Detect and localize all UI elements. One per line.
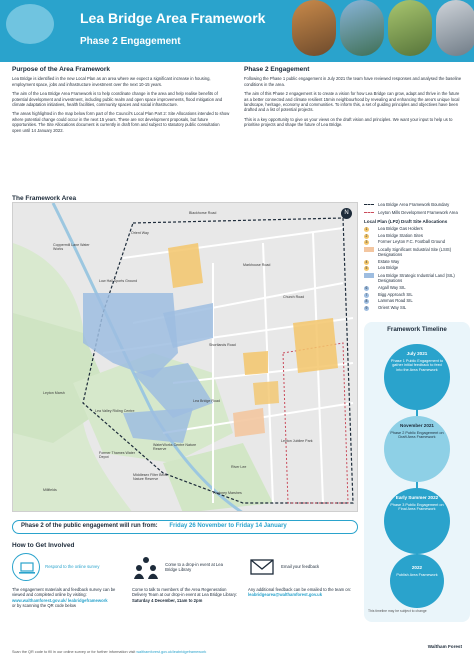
legend-site [364, 234, 470, 239]
legend-item [364, 247, 470, 257]
laptop-icon [12, 553, 40, 581]
boundary-swatch [364, 202, 374, 205]
framework-map[interactable] [12, 202, 358, 512]
online-survey-desc: The engagement materials and feedback survey can be viewed and completed online by visiting: [12, 587, 116, 598]
site-number: 3 [365, 240, 368, 245]
timeline-note: This timeline may be subject to change [368, 609, 427, 613]
map-label: Leyton Marsh [43, 391, 65, 395]
legend-label: Orient Way SIL [378, 304, 407, 310]
legend-item [364, 210, 470, 215]
legend-heading: Local Plan (LP2) Draft Site Allocations [364, 219, 448, 224]
legend-label: Lea Bridge [378, 265, 399, 271]
phase2-paragraph: This is a key opportunity to give us your views on the draft vision and principles. We want your input to help us to prioritise projects and shape the future of Lea Bridge. [244, 116, 453, 128]
waltham-forest-logo: Waltham Forest [427, 644, 462, 649]
map-label: Low Hall Sports Ground [99, 279, 138, 283]
involvement-options [12, 553, 358, 653]
site-number: 6 [365, 285, 368, 290]
drop-in-date: Saturday 4 December, 11am to 2pm [132, 597, 203, 603]
site-lea-bridge-gas-holders [293, 318, 338, 373]
timeline-date: July 2021 [406, 351, 428, 356]
map-label: Leyton Jubilee Park [281, 439, 313, 443]
qr-instruction: or by scanning the QR code below [12, 603, 77, 609]
purpose-heading: Purpose of the Area Framework [12, 66, 111, 73]
sil-swatch [364, 273, 374, 278]
purpose-section [12, 67, 230, 137]
sil-orient-way [123, 408, 193, 443]
legend-site [364, 293, 470, 298]
banner-dates: Friday 26 November to Friday 14 January [169, 523, 287, 529]
legend-site [364, 299, 470, 304]
legend-label: Leyton Mills Development Framework Area [378, 210, 458, 215]
map-label: Former Thames Water Depot [99, 451, 135, 459]
survey-link[interactable]: www.walthamforest.gov.uk/ leabridgeframework [12, 597, 108, 603]
people-icon [132, 553, 160, 581]
map-label: Coppermill Lane Water Works [53, 243, 90, 251]
map-label: Hackney Marshes [213, 491, 242, 495]
legend-site [364, 227, 470, 232]
legend-label: Argall Way SIL [378, 284, 406, 290]
north-arrow-icon: N [341, 208, 352, 219]
timeline-date: 2022 [411, 565, 423, 570]
legend-label: Lea Bridge Station Sites [378, 232, 423, 238]
map-label: Church Road [283, 295, 305, 299]
map-label: Shortlands Road [209, 343, 236, 347]
purpose-paragraph: The areas highlighted in the map below form part of the Council's Local Plan Part 2: Site Allocations intended to show where potential change could occur in the next 15 years. These are not development proposals, but future opportunities. The Site Allocations document is currently in draft form and subject to statutory public consultation open until 14 January 2022. [12, 111, 230, 133]
purpose-paragraph: The aim of the Lea Bridge Area Framework is to help coordinate change in the area and help realise benefits of potential development and investment, including public realm and open space improvements, flood mitigation and climate adaptation initiatives, health facilities, community spaces and social infrastructure. [12, 91, 223, 108]
timeline-text: Phase 3 Public Engagement on Final Area Framework [390, 502, 444, 512]
footer-text: Scan the QR code to fill in our online survey or for further information visit [12, 650, 136, 654]
footer-link[interactable]: walthamforest.gov.uk/leabridgeframework [136, 650, 207, 654]
site-number: 7 [365, 292, 368, 297]
purpose-paragraph: Lea Bridge is identified in the new Local Plan as an area where we expect a significant increase in housing, employment space, jobs and infrastructure investment over the next 10-15 years. [12, 76, 211, 87]
legend-label: Lea Bridge Area Framework Boundary [378, 202, 450, 207]
timeline-date: November 2021 [400, 423, 434, 428]
timeline-text: Publish Area Framework [396, 572, 438, 577]
legend-item [364, 273, 470, 283]
timeline-text: Phase 2 Public Engagement on Draft Area Framework [390, 430, 444, 440]
banner-lead: Phase 2 of the public engagement will run from: [21, 523, 158, 529]
header-banner [0, 0, 474, 62]
phase2-paragraph: The aim of this Phase 2 engagement is to create a vision for how Lea Bridge can grow, adapt and thrive in the future as a better connected and climate resilient 15min neighbourhood by revealing and enhancing the area's unique local landscape, heritage, economy and communities. To inform this, a set of guiding principles and objectives have been drafted and a list of potential projects. [244, 91, 460, 113]
email-link[interactable]: leabridgearea@walthamforest.gov.uk [248, 592, 323, 598]
map-label: Lea Valley Riding Centre [95, 409, 135, 413]
lsis-estate-way [233, 408, 265, 437]
phase2-paragraph: Following the Phase 1 public engagement in July 2021 the team have reviewed responses and analysed the baseline conditions in the area. [244, 76, 462, 87]
header-photo-4 [436, 0, 474, 56]
page-title: Lea Bridge Area Framework [80, 10, 266, 26]
timeline-date: Early Summer 2022 [395, 495, 439, 500]
site-lea-bridge-station [243, 351, 268, 375]
timeline-title: Framework Timeline [387, 326, 447, 333]
envelope-icon [248, 553, 276, 581]
lsis-lea-bridge [253, 381, 279, 405]
map-label: WaterWorks Centre Nature Reserve [153, 443, 197, 451]
legend-site [364, 240, 470, 245]
site-number: 4 [365, 259, 368, 264]
site-former-leyton-fc [168, 243, 203, 288]
legend-label: Former Leyton F.C. Football Ground [378, 239, 446, 245]
phase2-section [244, 67, 464, 132]
legend-site [364, 266, 470, 271]
drop-in-option [132, 553, 242, 603]
framework-timeline [364, 322, 470, 622]
map-label: Millfields [43, 488, 57, 492]
legend-label: Estate Way [378, 258, 400, 264]
header-photo-1 [292, 0, 336, 56]
how-heading: How to Get Involved [12, 542, 75, 549]
timeline-node [384, 488, 450, 554]
map-label: Blackhorse Road [189, 211, 217, 215]
legend-site [364, 260, 470, 265]
footer [12, 644, 462, 654]
map-label: Lea Bridge Road [193, 399, 220, 403]
map-legend [364, 202, 470, 312]
timeline-node [390, 554, 444, 608]
lsis-swatch [364, 247, 374, 252]
engagement-dates-banner [12, 520, 358, 534]
site-number: 9 [365, 305, 368, 310]
online-survey-option [12, 553, 122, 609]
legend-item [364, 202, 470, 207]
legend-label: Lea Bridge Gas Holders [378, 226, 423, 231]
email-option [248, 553, 358, 598]
how-to-get-involved [12, 542, 358, 653]
legend-label: Lammas Road SIL [378, 298, 413, 304]
legend-site [364, 286, 470, 291]
leyton-mills-swatch [364, 210, 374, 213]
legend-label: Bigg Approach SIL [378, 291, 413, 297]
site-number: 2 [365, 233, 368, 238]
map-label: Middlesex Filter Beds Nature Reserve [133, 473, 168, 481]
header-photo-2 [340, 0, 384, 56]
drop-in-desc: Come to talk to members of the Area Regeneration Delivery Team at our drop-in event at Lea Bridge Library: [132, 587, 238, 598]
map-title: The Framework Area [12, 195, 77, 202]
site-number: 1 [365, 227, 368, 231]
page-subtitle: Phase 2 Engagement [80, 36, 181, 47]
map-label: Orient Way [131, 231, 149, 235]
email-label: Email your feedback [281, 564, 320, 570]
map-label: Markhouse Road [243, 263, 271, 267]
timeline-text: Phase 1 Public Engagement to gather initial feedback to feed into the Area Framework [390, 358, 444, 372]
header-photo-3 [388, 0, 432, 56]
legend-label: Lea Bridge Strategic Industrial Land (SIL) Designations [378, 272, 455, 283]
drop-in-label: Come to a drop-in event at Lea Bridge Library [165, 561, 223, 572]
online-survey-label: Respond to the online survey [45, 564, 100, 570]
area-map-logo-icon [6, 4, 54, 44]
site-number: 5 [365, 266, 368, 271]
timeline-node [384, 416, 450, 482]
map-label: River Lee [231, 465, 247, 469]
site-number: 8 [365, 299, 368, 304]
email-desc: Any additional feedback can be emailed to the team on: [248, 587, 352, 592]
legend-site [364, 306, 470, 311]
phase2-heading: Phase 2 Engagement [244, 66, 310, 73]
legend-label: Locally Significant Industrial Site (LSIS) Designations [378, 246, 452, 257]
timeline-node [384, 344, 450, 410]
